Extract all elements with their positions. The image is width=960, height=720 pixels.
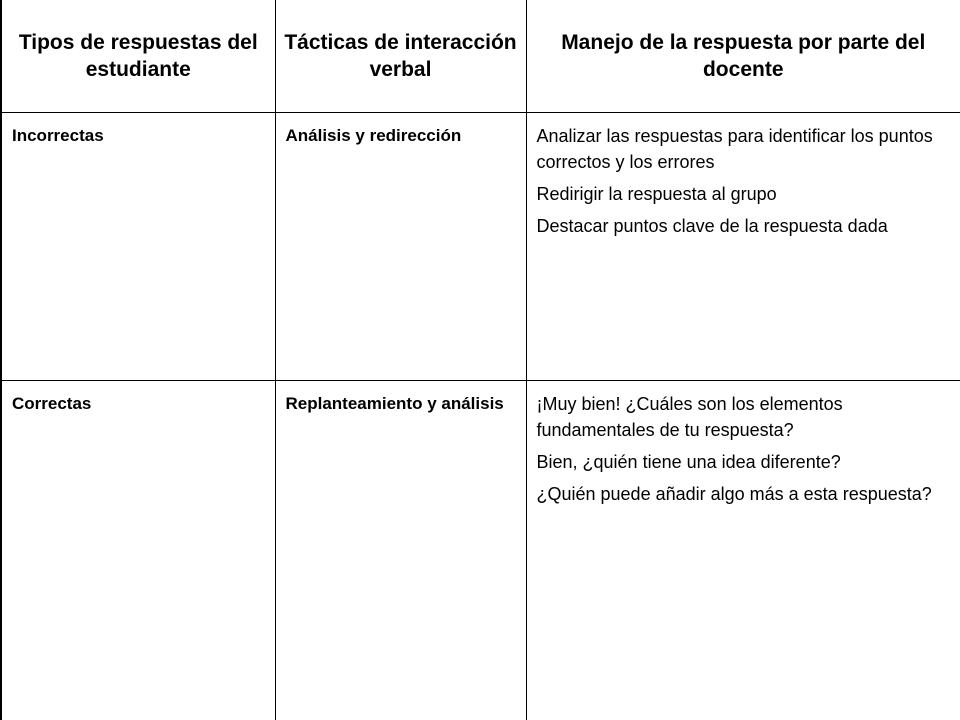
tactic-label: Análisis y redirección bbox=[285, 125, 462, 145]
teacher-response-list bbox=[537, 391, 951, 507]
teacher-response-list bbox=[537, 123, 951, 239]
teacher-response-item: Redirigir la respuesta al grupo bbox=[536, 183, 777, 204]
header-label: Tipos de respuestas del estudiante bbox=[18, 30, 258, 81]
tactic-cell bbox=[275, 380, 526, 720]
tactic-cell bbox=[275, 112, 526, 380]
teacher-response-cell bbox=[526, 112, 960, 380]
header-student-response-types bbox=[1, 0, 275, 112]
table-row bbox=[1, 112, 960, 380]
header-label: Tácticas de interacción verbal bbox=[284, 30, 517, 81]
teacher-response-item: Destacar puntos clave de la respuesta dada bbox=[536, 215, 888, 236]
teacher-response-cell bbox=[526, 380, 960, 720]
table-header-row bbox=[1, 0, 960, 112]
teacher-response-item: ¡Muy bien! ¿Cuáles son los elementos fundamentales de tu respuesta? bbox=[536, 393, 843, 440]
response-type-label: Incorrectas bbox=[12, 125, 104, 145]
teacher-response-item: Analizar las respuestas para identificar los puntos correctos y los errores bbox=[536, 125, 933, 172]
response-type-cell bbox=[1, 380, 275, 720]
teacher-response-item: Bien, ¿quién tiene una idea diferente? bbox=[536, 451, 841, 472]
response-type-label: Correctas bbox=[12, 393, 92, 413]
tactic-label: Replanteamiento y análisis bbox=[285, 393, 504, 413]
header-verbal-interaction-tactics bbox=[275, 0, 526, 112]
table-row bbox=[1, 380, 960, 720]
teacher-response-item: ¿Quién puede añadir algo más a esta respuesta? bbox=[536, 483, 932, 504]
header-label: Manejo de la respuesta por parte del docente bbox=[561, 30, 926, 81]
header-teacher-response-handling bbox=[526, 0, 960, 112]
response-type-cell bbox=[1, 112, 275, 380]
